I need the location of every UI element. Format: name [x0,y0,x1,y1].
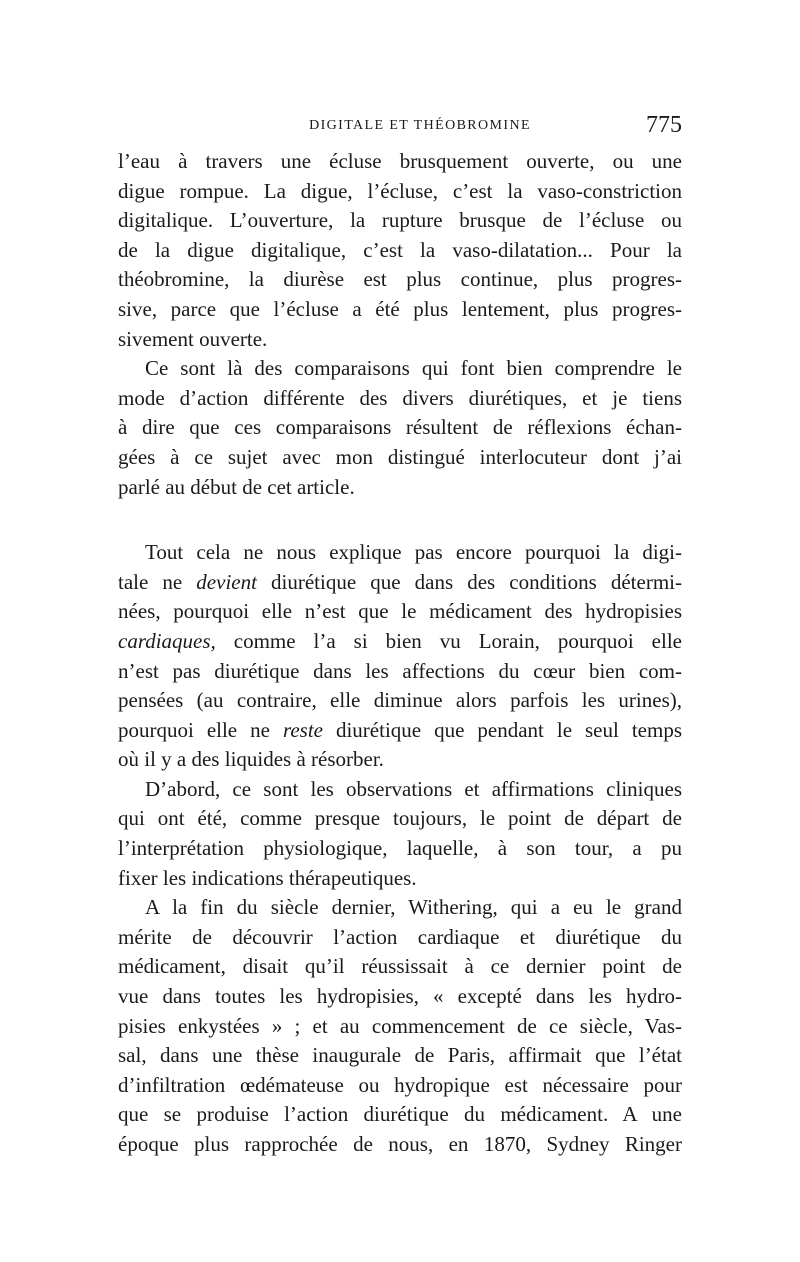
text-line: digitalique. L’ouverture, la rupture brusque de l’écluse ou [118,208,682,233]
body-text [118,147,682,1160]
text-line: l’eau à travers une écluse brusquement ouverte, ou une [118,149,682,173]
text-line: mode d’action différente des divers diurétiques, et je tiens [118,385,682,410]
text-line: digue rompue. La digue, l’écluse, c’est la vaso-constriction [118,178,682,203]
text-line: n’est pas diurétique dans les affections du cœur bien com- [118,658,682,683]
section-break [118,502,682,538]
text-line: D’abord, ce sont les observations et affirmations cliniques [145,776,682,801]
text-line [118,568,682,598]
text-line: à dire que ces comparaisons résultent de réflexions échan- [118,415,682,440]
text-line: où il y a des liquides à résorber. [118,747,384,772]
italic-run: devient [196,569,257,594]
text-line: pisies enkystées » ; et au commencement de ce siècle, Vas- [118,1013,682,1038]
text-line: vue dans toutes les hydropisies, « excepté dans les hydro- [118,984,682,1009]
text-line: fixer les indications thérapeutiques. [118,865,417,890]
text-run: comme l’a si bien vu Lorain, pourquoi elle [215,628,682,653]
text-line: sive, parce que l’écluse a été plus lentement, plus progres- [118,296,682,321]
text-run: tale ne [118,569,197,594]
text-line: l’interprétation physiologique, laquelle, à son tour, a pu [118,836,682,861]
text-line: qui ont été, comme presque toujours, le point de départ de [118,806,682,831]
text-line: pensées (au contraire, elle diminue alors parfois les urines), [118,688,682,713]
text-line: théobromine, la diurèse est plus continue, plus progres- [118,267,682,292]
italic-run: cardiaques, [118,628,216,653]
page-number: 775 [646,112,682,138]
text-line: Tout cela ne nous explique pas encore pourquoi la digi- [145,540,682,565]
italic-run: reste [282,717,323,742]
text-line [118,627,682,657]
text-line: d’infiltration œdémateuse ou hydropique est nécessaire pour [118,1072,682,1097]
text-line: sivement ouverte. [118,326,268,351]
text-line: Ce sont là des comparaisons qui font bien comprendre le [145,356,682,381]
text-line: parlé au début de cet article. [118,474,355,499]
text-line: mérite de découvrir l’action cardiaque et diurétique du [118,924,682,949]
text-line: de la digue digitalique, c’est la vaso-dilatation... Pour la [118,237,682,262]
text-line: nées, pourquoi elle n’est que le médicament des hydropisies [118,599,682,624]
text-line: époque plus rapprochée de nous, en 1870, Sydney Ringer [118,1132,682,1156]
running-title: DIGITALE ET THÉOBROMINE [309,118,531,133]
running-head [118,112,682,144]
text-line: A la fin du siècle dernier, Withering, qui a eu le grand [145,895,682,920]
text-run: pourquoi elle ne [118,717,283,742]
text-line: que se produise l’action diurétique du médicament. A une [118,1102,682,1127]
text-run: diurétique que dans des conditions détermi- [256,569,682,594]
text-line: sal, dans une thèse inaugurale de Paris, affirmait que l’état [118,1043,682,1068]
text-run: diurétique que pendant le seul temps [322,717,682,742]
text-line: médicament, disait qu’il réussissait à ce dernier point de [118,954,682,979]
text-line [118,716,682,746]
text-line: gées à ce sujet avec mon distingué interlocuteur dont j’ai [118,444,682,469]
